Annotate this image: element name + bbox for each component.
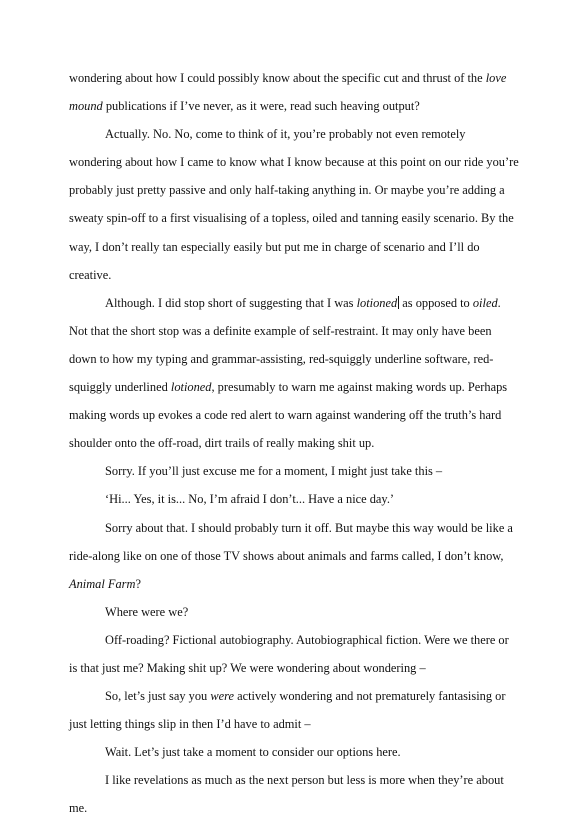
italic-text-run: love mound [69, 71, 507, 114]
text-run: Actually. No. No, come to think of it, you’re probably not even remotely wondering about how I came to know what I know because at this point on our ride you’re probably just pretty passive and only half-taking anything in. Or maybe you’re adding a sweaty spin-off to a first visualising of a topless, oiled and tanning easily scenario. By the way, I don’t really tan especially easily but put me in charge of scenario and I’ll do creative. [69, 127, 519, 282]
document-body[interactable] [69, 64, 519, 823]
text-run: I like revelations as much as the next person but less is more when they’re about me. [69, 773, 504, 816]
italic-text-run: Animal Farm [69, 576, 136, 591]
italic-text-run: lotioned [356, 295, 398, 310]
text-run: So, let’s just say you [105, 689, 211, 704]
text-run: , presumably to warn me against making words up. Perhaps making words up evokes a code red alert to warn against wandering off the truth’s hard shoulder onto the off-road, dirt trails of really making shit up. [69, 380, 508, 451]
text-run: ? [135, 576, 141, 591]
text-run: Although. I did stop short of suggesting that I was [105, 295, 357, 310]
paragraph [69, 598, 519, 626]
italic-text-run: were [210, 689, 234, 704]
text-run: Where were we? [105, 604, 189, 619]
paragraph [69, 682, 519, 738]
text-run: as opposed to [399, 295, 473, 310]
paragraph [69, 457, 519, 485]
text-run: Sorry about that. I should probably turn it off. But maybe this way would be like a ride-along like on one of those TV shows about animals and farms called, I don’t know, [69, 520, 513, 563]
paragraph [69, 485, 519, 513]
text-run: . Not that the short stop was a definite example of self-restraint. It may only have been down to how my typing and grammar-assisting, red-squiggly underline software, red-squiggly underlined [69, 295, 501, 395]
italic-text-run: lotioned [170, 380, 212, 395]
text-run: publications if I’ve never, as it were, read such heaving output? [102, 99, 420, 114]
text-run: actively wondering and not prematurely fantasising or just letting things slip in then I’d have to admit – [69, 689, 506, 732]
text-run: Sorry. If you’ll just excuse me for a moment, I might just take this – [105, 464, 443, 479]
paragraph [69, 626, 519, 682]
paragraph [69, 514, 519, 598]
paragraph [69, 289, 519, 458]
text-run: ‘Hi... Yes, it is... No, I’m afraid I don’t... Have a nice day.’ [105, 492, 395, 507]
italic-text-run: oiled [472, 295, 498, 310]
text-run: wondering about how I could possibly know about the specific cut and thrust of the [69, 71, 486, 85]
paragraph [69, 738, 519, 766]
text-run: Off-roading? Fictional autobiography. Autobiographical fiction. Were we there or is that just me? Making shit up? We were wondering about wondering – [69, 632, 509, 675]
paragraph [69, 120, 519, 289]
paragraph [69, 766, 519, 822]
text-run: Wait. Let’s just take a moment to consider our options here. [105, 745, 401, 760]
paragraph [69, 64, 519, 120]
